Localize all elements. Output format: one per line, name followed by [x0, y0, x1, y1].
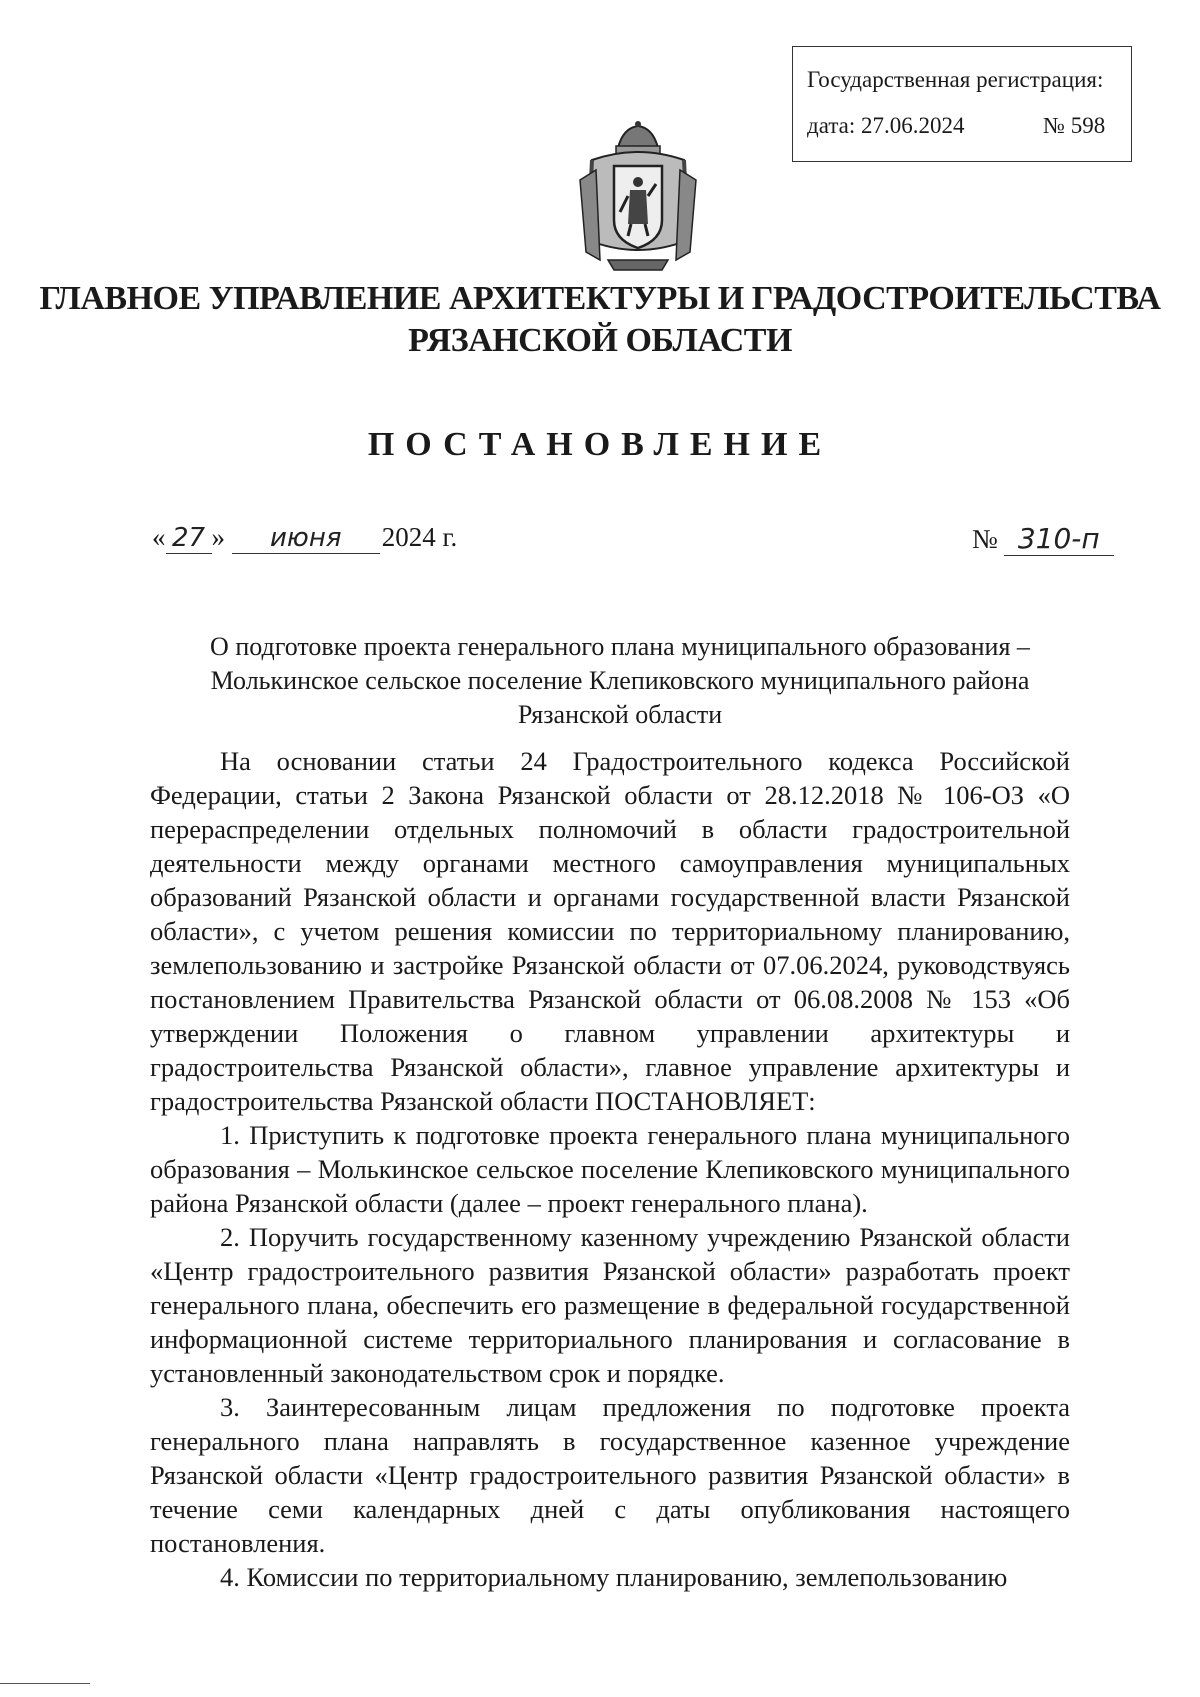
- date-day-handwritten: 27: [166, 523, 212, 554]
- date-open-quote: «: [152, 522, 166, 552]
- preamble-paragraph: На основании статьи 24 Градостроительного кодекса Российской Федерации, статьи 2 Закона Рязанской области от 28.12.2018 № 106-ОЗ «О перераспределении отдельных полномочий в области градостроительной деятельности между органами местного самоуправления муниципальных образований Рязанской области и органами государственной власти Рязанской области», с учетом решения комиссии по территориальному планированию, землепользованию и застройке Рязанской области от 07.06.2024, руководствуясь постановлением Правительства Рязанской области от 06.08.2008 № 153 «Об утверждении Положения о главном управлении архитектуры и градостроительства Рязанской области», главное управление архитектуры и градостроительства Рязанской области ПОСТАНОВЛЯЕТ:: [150, 746, 1070, 1116]
- footer-rule: [0, 1683, 90, 1684]
- body-item-2: 2. Поручить государственному казенному учреждению Рязанской области «Центр градостроительного развития Рязанской области» разработать проект генерального плана, обеспечить его размещение в федеральной государственной информационной системе территориального планирования и согласование в установленный законодательством срок и порядке.: [150, 1222, 1070, 1388]
- document-date: [152, 522, 457, 554]
- body-item-3: 3. Заинтересованным лицам предложения по подготовке проекта генерального плана направлять в государственное казенное учреждение Рязанской области «Центр градостроительного развития Рязанской области» в течение семи календарных дней с даты опубликования настоящего постановления.: [150, 1392, 1070, 1558]
- registration-stamp: [792, 46, 1132, 162]
- document-body: [150, 744, 1070, 1594]
- document-number: [972, 522, 1114, 556]
- date-close-quote: »: [211, 522, 225, 552]
- document-subject: [160, 630, 1080, 732]
- body-item-4: 4. Комиссии по территориальному планированию, землепользованию: [220, 1562, 1008, 1592]
- agency-name-line1: ГЛАВНОЕ УПРАВЛЕНИЕ АРХИТЕКТУРЫ И ГРАДОСТРОИТЕЛЬСТВА: [39, 280, 1161, 317]
- document-number-handwritten: 310-п: [1004, 522, 1114, 556]
- agency-name-line2: РЯЗАНСКОЙ ОБЛАСТИ: [408, 322, 792, 359]
- subject-line3: Рязанской области: [517, 700, 723, 729]
- agency-name: [0, 278, 1200, 362]
- date-month-handwritten: июня: [232, 523, 380, 554]
- registration-date: дата: 27.06.2024: [807, 113, 965, 138]
- document-number-label: №: [972, 524, 998, 554]
- body-item-1: 1. Приступить к подготовке проекта генерального плана муниципального образования – Молькинское сельское поселение Клепиковского муниципального района Рязанской области (далее – проект генерального плана).: [150, 1120, 1070, 1218]
- document-type: ПОСТАНОВЛЕНИЕ: [367, 426, 833, 463]
- coat-of-arms-icon: [578, 120, 698, 275]
- date-year: 2024 г.: [381, 522, 458, 552]
- registration-title: Государственная регистрация:: [807, 67, 1104, 92]
- subject-line2: Молькинское сельское поселение Клепиковского муниципального района: [210, 666, 1030, 695]
- subject-line1: О подготовке проекта генерального плана муниципального образования –: [210, 632, 1030, 661]
- registration-number: № 598: [1043, 113, 1106, 138]
